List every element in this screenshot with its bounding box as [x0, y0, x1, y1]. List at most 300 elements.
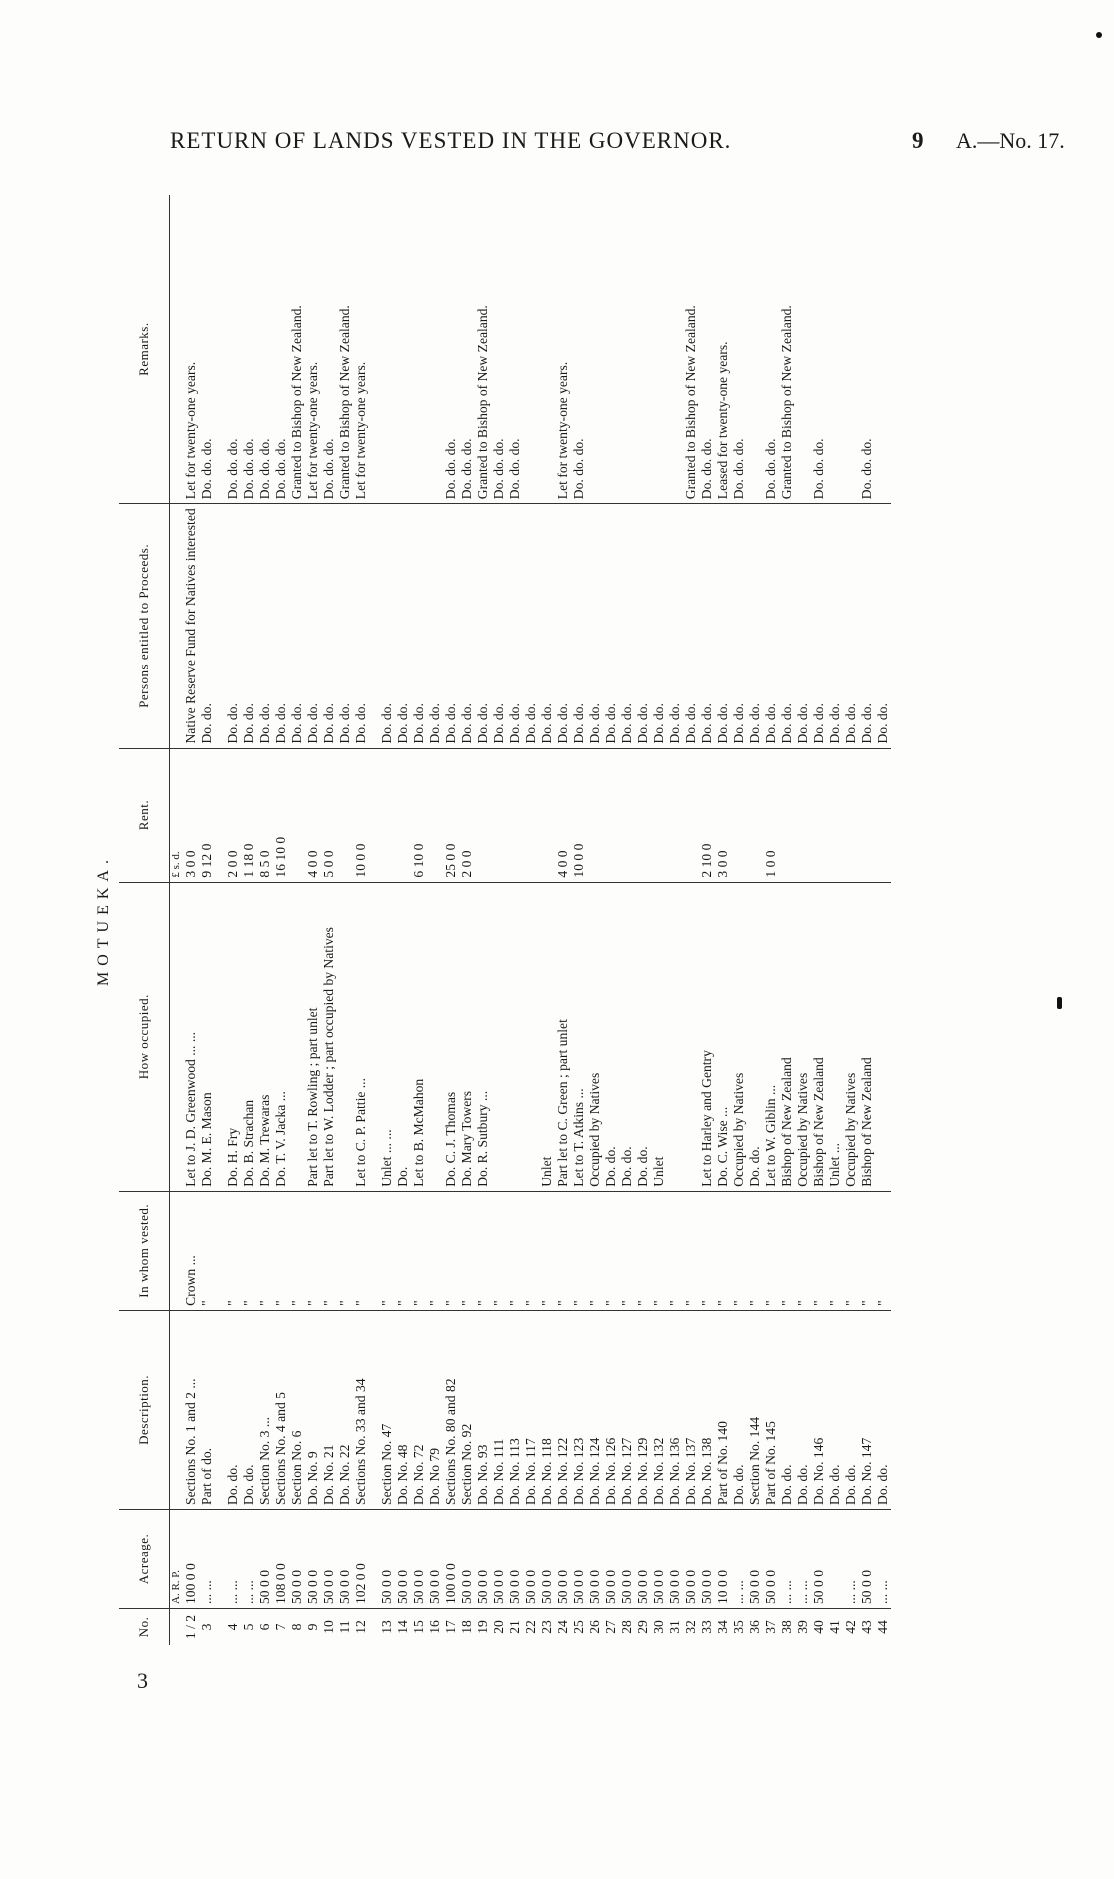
row-rent	[619, 748, 635, 882]
row-description: Do. No. 21	[321, 1310, 337, 1509]
row-whom-vested: "	[619, 1191, 635, 1310]
spacer-cell	[369, 882, 379, 1191]
row-whom-vested: "	[475, 1191, 491, 1310]
row-persons-entitled: Do. do.	[523, 504, 539, 748]
row-description: Do. No. 138	[699, 1310, 715, 1509]
document-reference: A.—No. 17.	[956, 128, 1065, 153]
table-row	[651, 195, 667, 1645]
table-row	[443, 195, 459, 1645]
row-remarks	[651, 195, 667, 504]
row-persons-entitled: Do. do.	[651, 504, 667, 748]
row-whom-vested: "	[523, 1191, 539, 1310]
row-description: Do. No. 126	[603, 1310, 619, 1509]
row-rent	[859, 748, 875, 882]
row-how-occupied: Do.	[395, 882, 411, 1191]
row-rent	[635, 748, 651, 882]
row-acreage: 50 0 0	[811, 1509, 827, 1608]
row-description: Do. No. 127	[619, 1310, 635, 1509]
row-description: Do. do.	[731, 1310, 747, 1509]
col-header-rent: Rent.	[119, 748, 170, 882]
row-whom-vested: "	[395, 1191, 411, 1310]
row-how-occupied: Do. do.	[635, 882, 651, 1191]
row-how-occupied: Do. do.	[619, 882, 635, 1191]
row-number: 29	[635, 1608, 651, 1645]
row-remarks: Do. do. do.	[811, 438, 826, 500]
row-whom-vested: "	[699, 1191, 715, 1310]
row-how-occupied: Do. Mary Towers	[459, 882, 475, 1191]
row-how-occupied: Unlet ... ...	[379, 882, 395, 1191]
row-description: Do. No. 22	[337, 1310, 353, 1509]
row-how-occupied: Bishop of New Zealand	[811, 882, 827, 1191]
row-rent	[539, 748, 555, 882]
col-header-acreage: Acreage.	[119, 1509, 170, 1608]
row-number: 26	[587, 1608, 603, 1645]
row-acreage: ... ...	[731, 1509, 747, 1608]
row-remarks: Do. do. do.	[443, 438, 458, 500]
row-description: Sections No. 4 and 5	[273, 1310, 289, 1509]
row-acreage: 100 0 0	[183, 1509, 199, 1608]
row-persons-entitled: Do. do.	[199, 504, 215, 748]
row-persons-entitled: Do. do.	[225, 504, 241, 748]
row-rent: 3 0 0	[715, 748, 731, 882]
row-rent: 5 0 0	[321, 748, 337, 882]
row-number: 8	[289, 1608, 305, 1645]
row-rent	[779, 748, 795, 882]
row-persons-entitled: Do. do.	[859, 504, 875, 748]
table-row	[321, 195, 337, 1645]
table-row	[827, 195, 843, 1645]
row-acreage: 50 0 0	[859, 1509, 875, 1608]
row-description: Sections No. 33 and 34	[353, 1310, 369, 1509]
row-rent	[843, 748, 859, 882]
row-how-occupied: Do. C. Wise ...	[715, 882, 731, 1191]
row-how-occupied	[875, 882, 891, 1191]
row-whom-vested: "	[443, 1191, 459, 1310]
side-number: 3	[137, 1668, 148, 1693]
row-description: Do. No. 132	[651, 1310, 667, 1509]
row-description: Do. No. 111	[491, 1310, 507, 1509]
row-whom-vested: "	[199, 1191, 215, 1310]
row-acreage: 50 0 0	[587, 1509, 603, 1608]
row-how-occupied: Do. M. E. Mason	[199, 882, 215, 1191]
row-rent: 1 18 0	[241, 748, 257, 882]
row-remarks: Do. do. do.	[731, 438, 746, 500]
row-description: Sections No. 1 and 2 ...	[183, 1310, 199, 1509]
units-cell-acreage: A. R. P.	[170, 1509, 184, 1608]
row-persons-entitled: Do. do.	[491, 504, 507, 748]
units-cell	[170, 195, 184, 504]
table-row	[507, 195, 523, 1645]
row-remarks	[843, 195, 859, 504]
row-remarks: Do. do. do.	[507, 438, 522, 500]
units-row	[170, 195, 184, 1645]
row-remarks: Granted to Bishop of New Zealand.	[779, 305, 794, 500]
row-rent	[603, 748, 619, 882]
table-row	[353, 195, 369, 1645]
row-remarks: Do. do. do.	[257, 438, 272, 500]
row-acreage: 50 0 0	[257, 1509, 273, 1608]
row-description: Do. No. 137	[683, 1310, 699, 1509]
row-rent	[667, 748, 683, 882]
row-number: 28	[619, 1608, 635, 1645]
row-acreage: 50 0 0	[305, 1509, 321, 1608]
row-persons-entitled: Do. do.	[475, 504, 491, 748]
row-acreage: ... ...	[779, 1509, 795, 1608]
row-whom-vested: "	[353, 1191, 369, 1310]
row-number: 34	[715, 1608, 731, 1645]
row-description: Section No. 6	[289, 1310, 305, 1509]
table-body	[170, 195, 892, 1645]
table-header-row	[119, 195, 170, 1645]
row-rent: 2 0 0	[459, 748, 475, 882]
row-whom-vested: "	[491, 1191, 507, 1310]
row-rent	[491, 748, 507, 882]
row-persons-entitled: Do. do.	[459, 504, 475, 748]
lands-table	[119, 195, 891, 1645]
row-number: 4	[225, 1608, 241, 1645]
table-row	[183, 195, 199, 1645]
table-row	[699, 195, 715, 1645]
row-acreage: 50 0 0	[603, 1509, 619, 1608]
page-title: RETURN OF LANDS VESTED IN THE GOVERNOR.	[170, 128, 732, 153]
row-rent	[379, 748, 395, 882]
row-acreage: ... ...	[795, 1509, 811, 1608]
table-row	[779, 195, 795, 1645]
row-rent	[523, 748, 539, 882]
row-how-occupied: Occupied by Natives	[795, 882, 811, 1191]
row-remarks	[827, 195, 843, 504]
row-description: Do. No. 123	[571, 1310, 587, 1509]
table-row	[603, 195, 619, 1645]
row-how-occupied	[289, 882, 305, 1191]
row-whom-vested: "	[587, 1191, 603, 1310]
table-row	[491, 195, 507, 1645]
row-how-occupied: Do. do.	[603, 882, 619, 1191]
row-number: 21	[507, 1608, 523, 1645]
row-number: 36	[747, 1608, 763, 1645]
spacer-cell	[369, 1310, 379, 1509]
row-rent: 16 10 0	[273, 748, 289, 882]
row-remarks	[411, 195, 427, 504]
table-row	[571, 195, 587, 1645]
row-how-occupied: Unlet ...	[827, 882, 843, 1191]
row-rent: 2 0 0	[225, 748, 241, 882]
table-row	[731, 195, 747, 1645]
row-how-occupied: Occupied by Natives	[587, 882, 603, 1191]
row-how-occupied: Let to Harley and Gentry	[699, 882, 715, 1191]
row-remarks: Granted to Bishop of New Zealand.	[289, 305, 304, 500]
table-row	[843, 195, 859, 1645]
row-how-occupied: Do. T. V. Jacka ...	[273, 882, 289, 1191]
row-number: 33	[699, 1608, 715, 1645]
row-number: 22	[523, 1608, 539, 1645]
row-rent: 6 10 0	[411, 748, 427, 882]
row-how-occupied: Part let to T. Rowling ; part unlet	[305, 882, 321, 1191]
row-description: Sections No. 80 and 82	[443, 1310, 459, 1509]
row-rent	[683, 748, 699, 882]
row-how-occupied: Let to J. D. Greenwood ... ...	[183, 882, 199, 1191]
row-whom-vested: "	[241, 1191, 257, 1310]
row-acreage: ... ...	[875, 1509, 891, 1608]
row-how-occupied: Do. M. Trewaras	[257, 882, 273, 1191]
row-remarks	[539, 195, 555, 504]
spacer-cell	[369, 1191, 379, 1310]
row-description: Do. No. 146	[811, 1310, 827, 1509]
row-acreage: 50 0 0	[539, 1509, 555, 1608]
row-acreage: 50 0 0	[337, 1509, 353, 1608]
table-row	[289, 195, 305, 1645]
table-row	[523, 195, 539, 1645]
section-title: MOTUEKA.	[95, 854, 112, 986]
table-row	[811, 195, 827, 1645]
row-persons-entitled: Do. do.	[635, 504, 651, 748]
row-acreage: ... ...	[843, 1509, 859, 1608]
row-persons-entitled: Do. do.	[747, 504, 763, 748]
row-description: Section No. 47	[379, 1310, 395, 1509]
row-remarks	[379, 195, 395, 504]
row-acreage: 50 0 0	[683, 1509, 699, 1608]
table-row	[875, 195, 891, 1645]
row-remarks	[875, 195, 891, 504]
units-cell	[170, 1310, 184, 1509]
row-rent: 3 0 0	[183, 748, 199, 882]
row-acreage: 50 0 0	[619, 1509, 635, 1608]
row-whom-vested: "	[411, 1191, 427, 1310]
row-remarks: Do. do. do.	[699, 438, 714, 500]
row-remarks: Let for twenty-one years.	[353, 361, 368, 500]
row-how-occupied: Let to C. P. Pattie ...	[353, 882, 369, 1191]
row-number: 15	[411, 1608, 427, 1645]
row-persons-entitled: Do. do.	[257, 504, 273, 748]
row-whom-vested: "	[427, 1191, 443, 1310]
row-number: 10	[321, 1608, 337, 1645]
row-acreage: 50 0 0	[667, 1509, 683, 1608]
row-spacer	[215, 195, 225, 1645]
row-acreage: 50 0 0	[747, 1509, 763, 1608]
row-how-occupied	[427, 882, 443, 1191]
row-number: 16	[427, 1608, 443, 1645]
row-how-occupied	[507, 882, 523, 1191]
row-persons-entitled: Do. do.	[763, 504, 779, 748]
row-number: 6	[257, 1608, 273, 1645]
row-acreage: ... ...	[225, 1509, 241, 1608]
spacer-cell	[215, 748, 225, 882]
row-persons-entitled: Do. do.	[321, 504, 337, 748]
row-description: Do. do.	[225, 1310, 241, 1509]
row-acreage: 50 0 0	[635, 1509, 651, 1608]
row-number: 13	[379, 1608, 395, 1645]
row-whom-vested: "	[273, 1191, 289, 1310]
spacer-cell	[215, 195, 225, 504]
row-remarks: Do. do. do.	[199, 438, 214, 500]
table-row	[337, 195, 353, 1645]
row-acreage: 50 0 0	[289, 1509, 305, 1608]
row-description: Do. No. 9	[305, 1310, 321, 1509]
row-acreage: 50 0 0	[321, 1509, 337, 1608]
row-persons-entitled: Do. do.	[395, 504, 411, 748]
row-persons-entitled: Do. do.	[273, 504, 289, 748]
row-description: Section No. 144	[747, 1310, 763, 1509]
row-remarks: Do. do. do.	[571, 438, 586, 500]
spacer-cell	[215, 1191, 225, 1310]
row-remarks: Do. do. do.	[491, 438, 506, 500]
spacer-cell	[215, 882, 225, 1191]
row-how-occupied: Bishop of New Zealand	[859, 882, 875, 1191]
row-persons-entitled: Do. do.	[571, 504, 587, 748]
row-rent: 4 0 0	[555, 748, 571, 882]
table-row	[199, 195, 215, 1645]
row-persons-entitled: Do. do.	[587, 504, 603, 748]
row-whom-vested: "	[635, 1191, 651, 1310]
table-row	[411, 195, 427, 1645]
row-number: 20	[491, 1608, 507, 1645]
row-acreage: 50 0 0	[699, 1509, 715, 1608]
table-row	[667, 195, 683, 1645]
row-rent	[289, 748, 305, 882]
row-whom-vested: "	[305, 1191, 321, 1310]
row-acreage: 50 0 0	[651, 1509, 667, 1608]
row-remarks: Leased for twenty-one years.	[715, 341, 730, 500]
table-row	[475, 195, 491, 1645]
row-remarks	[395, 195, 411, 504]
table-row	[395, 195, 411, 1645]
row-description: Do. No. 93	[475, 1310, 491, 1509]
row-remarks	[427, 195, 443, 504]
table-row	[459, 195, 475, 1645]
row-acreage: 50 0 0	[411, 1509, 427, 1608]
row-number: 43	[859, 1608, 875, 1645]
row-description: Do. No. 117	[523, 1310, 539, 1509]
units-cell-rent: £ s. d.	[170, 748, 184, 882]
row-number: 40	[811, 1608, 827, 1645]
row-how-occupied: Part let to W. Lodder ; part occupied by Natives	[321, 882, 337, 1191]
row-persons-entitled: Do. do.	[811, 504, 827, 748]
row-number: 17	[443, 1608, 459, 1645]
row-acreage: 50 0 0	[459, 1509, 475, 1608]
spacer-cell	[215, 504, 225, 748]
row-whom-vested: "	[225, 1191, 241, 1310]
row-description: Do. do.	[827, 1310, 843, 1509]
col-header-description: Description.	[119, 1310, 170, 1509]
spacer-cell	[215, 1608, 225, 1645]
row-remarks: Do. do. do.	[321, 438, 336, 500]
row-rent	[337, 748, 353, 882]
row-remarks: Let for twenty-one years.	[555, 361, 570, 500]
row-rent	[395, 748, 411, 882]
row-acreage: ... ...	[199, 1509, 215, 1608]
row-remarks	[747, 195, 763, 504]
row-persons-entitled: Do. do.	[795, 504, 811, 748]
spacer-cell	[369, 748, 379, 882]
row-whom-vested: "	[459, 1191, 475, 1310]
row-persons-entitled: Do. do.	[427, 504, 443, 748]
row-whom-vested: "	[539, 1191, 555, 1310]
row-number: 38	[779, 1608, 795, 1645]
row-whom-vested: "	[843, 1191, 859, 1310]
row-rent	[427, 748, 443, 882]
spacer-cell	[369, 195, 379, 504]
row-persons-entitled: Do. do.	[379, 504, 395, 748]
row-acreage: 102 0 0	[353, 1509, 369, 1608]
row-description: Do. No. 129	[635, 1310, 651, 1509]
row-rent	[651, 748, 667, 882]
row-whom-vested: "	[811, 1191, 827, 1310]
row-acreage: 50 0 0	[571, 1509, 587, 1608]
row-number: 14	[395, 1608, 411, 1645]
row-whom-vested: "	[507, 1191, 523, 1310]
row-remarks	[603, 195, 619, 504]
row-acreage: 50 0 0	[475, 1509, 491, 1608]
ink-speck	[1096, 32, 1102, 38]
row-acreage: 50 0 0	[523, 1509, 539, 1608]
row-description: Part of do.	[199, 1310, 215, 1509]
col-header-whom-vested: In whom vested.	[119, 1191, 170, 1310]
row-persons-entitled: Do. do.	[507, 504, 523, 748]
row-persons-entitled: Do. do.	[715, 504, 731, 748]
table-row	[747, 195, 763, 1645]
row-rent: 9 12 0	[199, 748, 215, 882]
row-remarks	[795, 195, 811, 504]
row-persons-entitled: Do. do.	[667, 504, 683, 748]
table-row	[427, 195, 443, 1645]
row-number: 9	[305, 1608, 321, 1645]
row-description: Do. do.	[241, 1310, 257, 1509]
row-whom-vested: "	[289, 1191, 305, 1310]
table-row	[379, 195, 395, 1645]
units-cell	[170, 1191, 184, 1310]
row-whom-vested: "	[731, 1191, 747, 1310]
spacer-cell	[369, 504, 379, 748]
row-description: Do. No. 118	[539, 1310, 555, 1509]
row-acreage: 50 0 0	[427, 1509, 443, 1608]
row-remarks: Granted to Bishop of New Zealand.	[475, 305, 490, 500]
row-number: 5	[241, 1608, 257, 1645]
row-rent	[811, 748, 827, 882]
table-row	[619, 195, 635, 1645]
row-description: Do. No. 113	[507, 1310, 523, 1509]
table-row	[635, 195, 651, 1645]
row-description: Do. No. 48	[395, 1310, 411, 1509]
row-number: 44	[875, 1608, 891, 1645]
col-header-remarks: Remarks.	[119, 195, 170, 504]
row-number: 3	[199, 1608, 215, 1645]
row-how-occupied: Do. H. Fry	[225, 882, 241, 1191]
row-how-occupied	[523, 882, 539, 1191]
row-remarks: Do. do. do.	[459, 438, 474, 500]
row-how-occupied: Bishop of New Zealand	[779, 882, 795, 1191]
row-whom-vested: "	[715, 1191, 731, 1310]
spacer-cell	[369, 1608, 379, 1645]
row-rent: 25 0 0	[443, 748, 459, 882]
row-acreage: 108 0 0	[273, 1509, 289, 1608]
row-how-occupied	[667, 882, 683, 1191]
row-persons-entitled: Do. do.	[241, 504, 257, 748]
row-number: 30	[651, 1608, 667, 1645]
row-persons-entitled: Do. do.	[843, 504, 859, 748]
row-persons-entitled: Do. do.	[443, 504, 459, 748]
row-persons-entitled: Do. do.	[555, 504, 571, 748]
row-description: Part of No. 145	[763, 1310, 779, 1509]
row-persons-entitled: Native Reserve Fund for Natives interested	[183, 504, 199, 748]
table-row	[225, 195, 241, 1645]
row-how-occupied: Occupied by Natives	[843, 882, 859, 1191]
ink-speck	[1057, 997, 1062, 1009]
row-whom-vested: "	[875, 1191, 891, 1310]
table-row	[715, 195, 731, 1645]
row-whom-vested: "	[379, 1191, 395, 1310]
row-number: 12	[353, 1608, 369, 1645]
row-whom-vested: "	[747, 1191, 763, 1310]
